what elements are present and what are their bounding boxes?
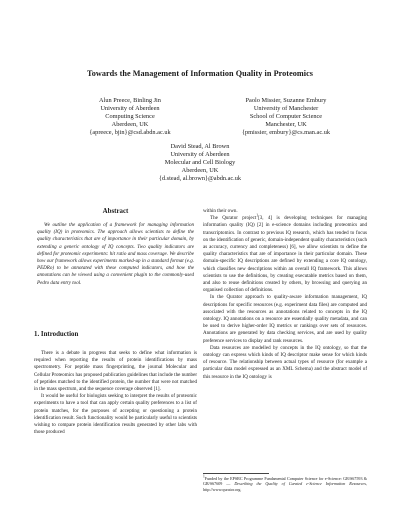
intro-paragraph-1: There is a debate in progress that seeks to define what information is required when reporting the results of protein identifications by mass spectrometry. For peptide mass fingerprinting, the journal Molecular and Cellular Proteomics has proposed publication guidelines that include the number of peptides matched to the identified protein, the number that were not matched in the mass spectrum, and the sequence coverage observed [1].: [34, 350, 198, 393]
author-block-aberdeen-cs: [60, 97, 200, 137]
intro-paragraph-2: It would be useful for biologists seeking to interpret the results of proteomic experiments to have a tool that can apply certain quality preferences to a list of protein matches, for the purposes of accepting or questioning a protein identification result. Such functionality would be particularly useful to scientists wishing to compare protein identification results generated by other labs with those produced: [34, 393, 197, 436]
author-department: School of Computer Science: [249, 113, 323, 121]
author-names: Paolo Missier, Suzanne Embury: [245, 97, 327, 104]
abstract-heading: Abstract: [102, 208, 129, 215]
abstract-paragraph: We outline the application of a framework for managing information quality (IQ) in proteomics. The approach allows scientists to define the quality characteristics that are of importance in their particular domain, by extending a generic ontology of IQ concepts. Two quality indicators are defined for proteomic experiments: hit ratio and mass coverage. We describe how our framework allows experiments marked-up in a standard format (e.g. PEDRo) to be annotated with these computed indicators, and how the annotations can be viewed using a convenient plugin to the commonly-used Pedro data entry tool.: [37, 222, 194, 286]
footnote-divider: [203, 473, 269, 474]
introduction-heading: 1. Introduction: [34, 331, 79, 338]
author-email: {apreece, bjin}@csd.abdn.ac.uk: [89, 129, 171, 137]
author-city: Aberdeen, UK: [111, 121, 149, 129]
right-paragraph-2: In the Qurator approach to quality-aware information management, IQ descriptions for specific resources (e.g. experiment data files) are computed and associated with the resources as annotations related to concepts in the IQ ontology. IQ annotations on a resource are essentially quality metadata, and can be used to derive higher-order IQ metrics or rankings over sets of resources. Annotations are generated by data checking services, and are used by quality preference services to display and rank resources.: [203, 294, 367, 344]
author-institution: University of Manchester: [253, 105, 319, 113]
footnote: [203, 476, 367, 492]
qurator-body: [3, 4] is developing techniques for managing information quality (IQ) [2] in e-science domains including proteomics and transcriptomics. In contrast to previous IQ research, which has tended to focus on the identification of generic, domain-independent quality characteristics (such as accuracy, currency and completeness) [6], we allow scientists to define the quality characteristics that are of importance in their particular domain. These domain-specific IQ descriptions are defined by extending a core IQ ontology, which classifies new descriptions within an overall IQ framework. This allows scientists to use the definitions, by creating executable metrics based on them, and also to reuse definitions created by others, by browsing and querying an organised collection of definitions.: [203, 215, 368, 294]
footnote-text: Funded by the EPSRC Programme Fundamental Computer Science for e-Science: GR/S67593 & GR/S67609 —: [203, 476, 367, 487]
footnote-project-title: Describing the Quality of Curated e-Science Information Resources: [234, 481, 366, 487]
author-department: Molecular and Cell Biology: [164, 159, 236, 167]
footnote-mark: 1: [203, 474, 205, 479]
right-paragraph-3: Data resources are modelled by concepts in the IQ ontology, so that the ontology can express which kinds of IQ descriptor make sense for which kinds of resource. The relationship between actual types of resource (for example a particular data model expressed as an XML Schema) and the abstract model of this resource in the IQ ontology is: [203, 344, 367, 380]
author-email: {d.stead, al.brown}@abdn.ac.uk: [158, 175, 242, 183]
author-names: Alun Preece, Binling Jin: [99, 97, 161, 104]
paper-title: Towards the Management of Information Quality in Proteomics: [86, 69, 314, 78]
right-column-text: [203, 208, 367, 381]
author-names: David Stead, Al Brown: [170, 143, 230, 150]
qurator-paragraph: [203, 215, 367, 294]
continuation-line: within their own.: [203, 208, 238, 214]
author-block-manchester: [214, 97, 358, 137]
author-city: Aberdeen, UK: [181, 167, 219, 175]
abstract-text: [34, 222, 197, 287]
author-block-aberdeen-mcb: [125, 143, 275, 183]
introduction-text: [34, 350, 197, 436]
author-institution: University of Aberdeen: [100, 105, 160, 113]
qurator-lead: The Qurator project: [210, 215, 257, 222]
author-email: {pmissier, embury}@cs.man.ac.uk: [241, 129, 330, 137]
footnote-reference: 1: [256, 213, 259, 218]
author-city: Manchester, UK: [265, 121, 307, 129]
footnote-url: , http://www.qurator.org.: [203, 481, 367, 492]
author-department: Computing Science: [105, 113, 155, 121]
author-institution: University of Aberdeen: [170, 151, 230, 159]
